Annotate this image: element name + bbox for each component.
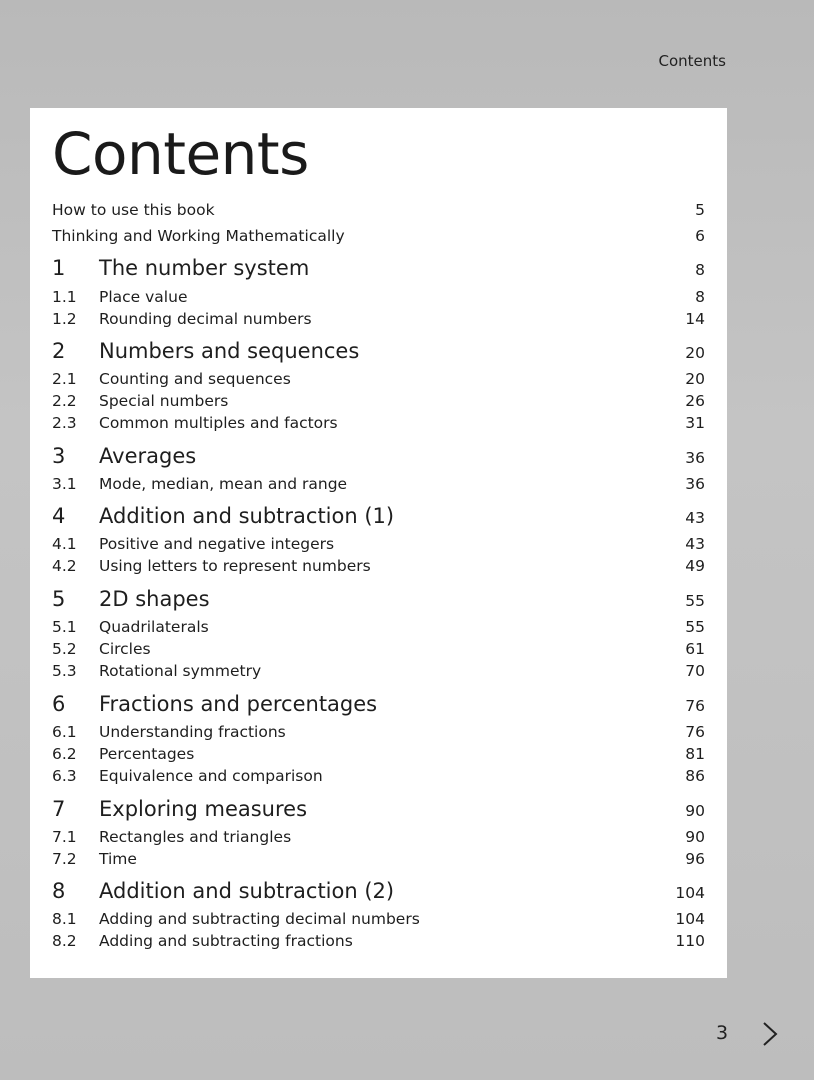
toc-entry-page: 5 <box>695 201 705 219</box>
toc-section-page: 104 <box>675 910 705 928</box>
toc-section[interactable] <box>52 723 705 741</box>
toc-chapter-title: Exploring measures <box>99 797 308 821</box>
toc-chapter-number: 8 <box>52 879 66 903</box>
toc-section[interactable] <box>52 662 705 680</box>
toc-entry[interactable] <box>52 227 705 245</box>
toc-section[interactable] <box>52 535 705 553</box>
running-head: Contents <box>658 52 726 70</box>
toc-entry-page: 6 <box>695 227 705 245</box>
toc-chapter-page: 90 <box>685 802 705 820</box>
toc-chapter[interactable] <box>52 339 705 363</box>
toc-section[interactable] <box>52 745 705 763</box>
toc-section-number: 6.1 <box>52 723 77 741</box>
toc-section-number: 1.2 <box>52 310 77 328</box>
toc-section-page: 86 <box>685 767 705 785</box>
toc-chapter-title: The number system <box>99 256 310 280</box>
toc-section-title: Special numbers <box>99 392 229 410</box>
toc-section-number: 7.2 <box>52 850 77 868</box>
toc-section-page: 76 <box>685 723 705 741</box>
toc-section-title: Rounding decimal numbers <box>99 310 312 328</box>
toc-section-page: 31 <box>685 414 705 432</box>
toc-chapter-title: Fractions and percentages <box>99 692 378 716</box>
toc-section-title: Understanding fractions <box>99 723 286 741</box>
toc-chapter-page: 36 <box>685 449 705 467</box>
toc-chapter-title: Addition and subtraction (1) <box>99 504 395 528</box>
toc-section-title: Rotational symmetry <box>99 662 262 680</box>
toc-section[interactable] <box>52 910 705 928</box>
toc-chapter[interactable] <box>52 256 705 280</box>
toc-section-page: 36 <box>685 475 705 493</box>
toc-section-number: 5.3 <box>52 662 77 680</box>
toc-section-page: 14 <box>685 310 705 328</box>
toc-chapter[interactable] <box>52 504 705 528</box>
toc-section[interactable] <box>52 828 705 846</box>
toc-chapter-number: 4 <box>52 504 66 528</box>
contents-panel <box>30 108 727 978</box>
toc-section[interactable] <box>52 370 705 388</box>
toc-section-number: 4.2 <box>52 557 77 575</box>
toc-chapter[interactable] <box>52 692 705 716</box>
toc-section-title: Counting and sequences <box>99 370 291 388</box>
toc-section-title: Place value <box>99 288 188 306</box>
toc-section-title: Equivalence and comparison <box>99 767 323 785</box>
toc-section-number: 7.1 <box>52 828 77 846</box>
toc-section-number: 8.2 <box>52 932 77 950</box>
toc-chapter-page: 104 <box>675 884 705 902</box>
toc-section[interactable] <box>52 618 705 636</box>
toc-section-number: 4.1 <box>52 535 77 553</box>
toc-section-number: 1.1 <box>52 288 77 306</box>
toc-section-title: Common multiples and factors <box>99 414 338 432</box>
toc-section-title: Percentages <box>99 745 195 763</box>
toc-section-number: 6.2 <box>52 745 77 763</box>
toc-section-number: 5.2 <box>52 640 77 658</box>
toc-entry-label: Thinking and Working Mathematically <box>52 227 345 245</box>
toc-section-page: 55 <box>685 618 705 636</box>
toc-section-page: 81 <box>685 745 705 763</box>
chevron-right-icon[interactable] <box>760 1020 780 1048</box>
toc-chapter-page: 76 <box>685 697 705 715</box>
toc-section[interactable] <box>52 850 705 868</box>
toc-section-title: Rectangles and triangles <box>99 828 292 846</box>
toc-section-page: 20 <box>685 370 705 388</box>
toc-section-title: Adding and subtracting decimal numbers <box>99 910 420 928</box>
toc-section-page: 49 <box>685 557 705 575</box>
toc-chapter-number: 3 <box>52 444 66 468</box>
toc-section-title: Adding and subtracting fractions <box>99 932 353 950</box>
toc-section[interactable] <box>52 557 705 575</box>
toc-chapter-page: 20 <box>685 344 705 362</box>
toc-section-page: 110 <box>675 932 705 950</box>
toc-section-page: 96 <box>685 850 705 868</box>
toc-chapter-title: Averages <box>99 444 197 468</box>
toc-section[interactable] <box>52 932 705 950</box>
toc-chapter[interactable] <box>52 444 705 468</box>
toc-section-number: 3.1 <box>52 475 77 493</box>
toc-section-number: 2.2 <box>52 392 77 410</box>
toc-section-page: 26 <box>685 392 705 410</box>
toc-chapter-title: 2D shapes <box>99 587 210 611</box>
toc-chapter[interactable] <box>52 879 705 903</box>
page-title: Contents <box>52 120 309 188</box>
toc-section-page: 8 <box>695 288 705 306</box>
toc-entry-label: How to use this book <box>52 201 215 219</box>
toc-chapter-number: 5 <box>52 587 66 611</box>
toc-section[interactable] <box>52 392 705 410</box>
toc-section-number: 8.1 <box>52 910 77 928</box>
toc-chapter-page: 55 <box>685 592 705 610</box>
toc-section[interactable] <box>52 640 705 658</box>
toc-chapter-page: 8 <box>695 261 705 279</box>
toc-section-title: Quadrilaterals <box>99 618 209 636</box>
toc-chapter[interactable] <box>52 797 705 821</box>
toc-section[interactable] <box>52 767 705 785</box>
toc-section-number: 6.3 <box>52 767 77 785</box>
toc-section-number: 5.1 <box>52 618 77 636</box>
toc-chapter-number: 6 <box>52 692 66 716</box>
toc-chapter-number: 2 <box>52 339 66 363</box>
toc-section-number: 2.1 <box>52 370 77 388</box>
toc-chapter-page: 43 <box>685 509 705 527</box>
toc-section-page: 90 <box>685 828 705 846</box>
toc-section-title: Positive and negative integers <box>99 535 335 553</box>
toc-chapter[interactable] <box>52 587 705 611</box>
toc-section-number: 2.3 <box>52 414 77 432</box>
toc-section-title: Mode, median, mean and range <box>99 475 348 493</box>
toc-chapter-number: 1 <box>52 256 66 280</box>
toc-section[interactable] <box>52 475 705 493</box>
toc-section[interactable] <box>52 310 705 328</box>
toc-section-page: 70 <box>685 662 705 680</box>
toc-section[interactable] <box>52 414 705 432</box>
toc-chapter-title: Numbers and sequences <box>99 339 360 363</box>
toc-section[interactable] <box>52 288 705 306</box>
toc-chapter-title: Addition and subtraction (2) <box>99 879 395 903</box>
toc-section-page: 61 <box>685 640 705 658</box>
toc-section-title: Using letters to represent numbers <box>99 557 371 575</box>
toc-section-title: Circles <box>99 640 151 658</box>
toc-section-title: Time <box>99 850 137 868</box>
page-number: 3 <box>716 1022 729 1044</box>
toc-entry[interactable] <box>52 201 705 219</box>
toc-chapter-number: 7 <box>52 797 66 821</box>
toc-section-page: 43 <box>685 535 705 553</box>
